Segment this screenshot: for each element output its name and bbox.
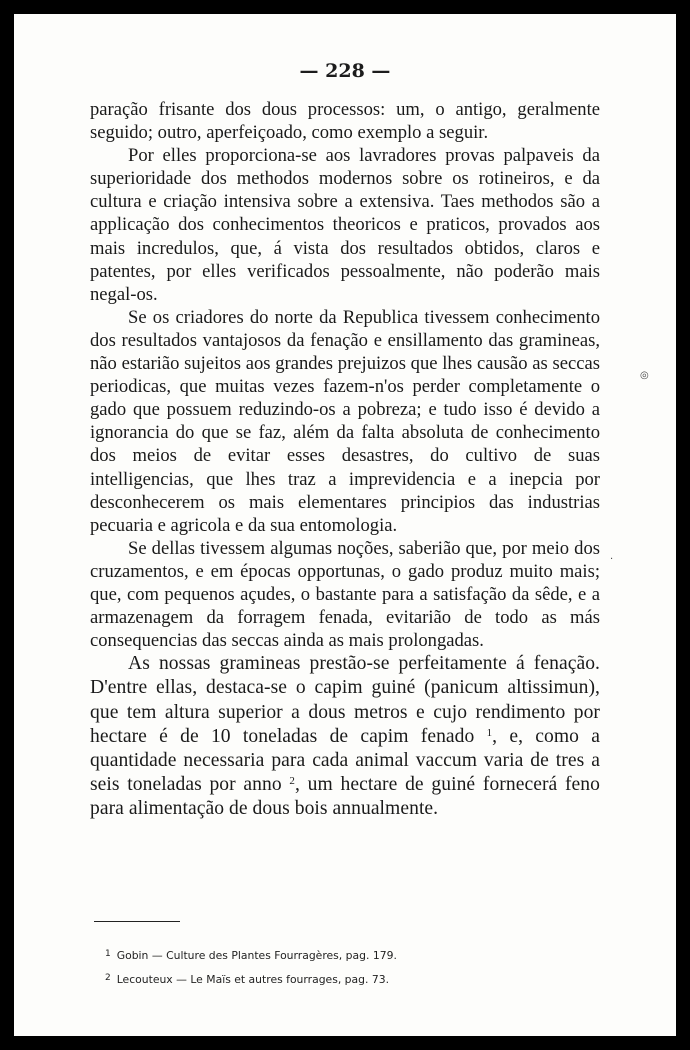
footnote-2 [105, 967, 605, 991]
margin-speck-icon: ◎ [640, 370, 649, 381]
footnote-1 [105, 943, 605, 967]
footnotes [105, 943, 605, 991]
page-number: — 228 — [299, 60, 391, 82]
book-page [14, 14, 676, 1036]
footnote-2-mark: 2 [105, 973, 111, 983]
paragraph-5-part-3: , um hectare de guiné fornecerá feno para alimentação de dous bois annualmente. [90, 774, 600, 820]
paragraph-5-part-2: , e, como a quantidade necessaria para cada animal vaccum varia de tres a seis toneladas por anno [90, 725, 601, 796]
paragraph-3: Se os criadores do norte da Republica tivessem conhecimento dos resultados vantajosos da fenação e ensillamento das gramineas, não estarião sujeitos aos grandes prejuizos que lhes causão as seccas periodicas, que muitas vezes fazem-n'os perder completamente o gado que possuem reduzindo-os a pobreza; e tudo isso é devido a ignorancia do que se faz, além da falta absoluta de conhecimento dos meios de evitar esses desastres, do cultivo de suas intelligencias, que lhes traz a imprevidencia e a inepcia por desconhecerem os mais elementares principios das industrias pecuaria e agricola e da sua entomologia. [90, 306, 600, 536]
margin-dot-icon: · [610, 554, 614, 565]
paragraph-1: paração frisante dos dous processos: um, o antigo, geralmente seguido; outro, aperfeiçoado, como exemplo a seguir. [90, 99, 600, 144]
footnote-1-mark: 1 [105, 949, 111, 959]
paragraph-4: Se dellas tivessem algumas noções, saberião que, por meio dos cruzamentos, e em épocas opportunas, o gado produz muito mais; que, com pequenos açudes, o bastante para a satisfação da sêde, e a armazenagem da forragem fenada, evitarião de todo as más consequencias das seccas ainda as mais prolongadas. [90, 537, 600, 652]
paragraph-5 [90, 652, 600, 821]
paragraph-5-part-1: As nossas gramineas prestão-se perfeitamente á fenação. D'entre ellas, destaca-se o capim guiné (panicum altissimun), que tem altura superior a dous metros e cujo rendimento por hectare é de 10 toneladas de capim fenado [90, 653, 600, 747]
footnote-2-text: Lecouteux — Le Maïs et autres fourrages, pag. 73. [116, 973, 390, 986]
paragraph-2: Por elles proporciona-se aos lavradores provas palpaveis da superioridade dos methodos modernos sobre os rotineiros, e da cultura e criação intensiva sobre a extensiva. Taes methodos são a applicação dos conhecimentos theoricos e praticos, provados aos mais incredulos, que, á vista dos resultados obtidos, claros e patentes, por elles verificados pessoalmente, não poderão mais negal-os. [90, 145, 600, 305]
footnote-ref-2[interactable]: 2 [289, 775, 295, 788]
footnote-ref-1[interactable]: 1 [486, 726, 493, 739]
footnote-divider [94, 921, 180, 922]
body-text [90, 98, 600, 822]
footnote-1-text: Gobin — Culture des Plantes Fourragères, pag. 179. [116, 949, 397, 962]
